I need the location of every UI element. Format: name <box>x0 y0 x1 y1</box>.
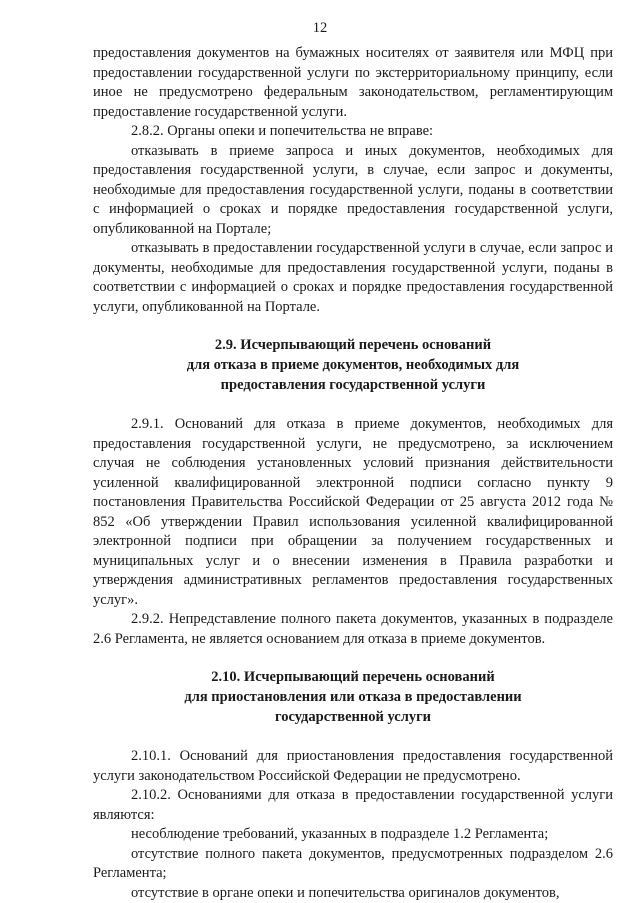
list-item-missing-originals: отсутствие в органе опеки и попечительства оригиналов документов, <box>93 884 613 903</box>
section-heading-2-9 <box>93 335 613 395</box>
paragraph-2-10-2: 2.10.2. Основаниями для отказа в предоставлении государственной услуги являются: <box>93 786 613 825</box>
page-content <box>93 44 613 903</box>
list-item-incomplete-package: отсутствие полного пакета документов, предусмотренных подразделом 2.6 Регламента; <box>93 845 613 884</box>
heading-line: предоставления государственной услуги <box>93 375 613 395</box>
paragraph-continuation: предоставления документов на бумажных носителях от заявителя или МФЦ при предоставлении государственной услуги по экстерриториальному принципу, если иное не предусмотрено федеральным законодательством, регламентирующим предоставление государственной услуги. <box>93 44 613 122</box>
paragraph-2-8-2: 2.8.2. Органы опеки и попечительства не вправе: <box>93 122 613 142</box>
heading-line: государственной услуги <box>93 707 613 727</box>
paragraph-refuse-provision: отказывать в предоставлении государственной услуги в случае, если запрос и документы, необходимые для предоставления государственной услуги, поданы в соответствии с информацией о сроках и порядке предоставления государственной услуги, опубликованной на Портале. <box>93 239 613 317</box>
page-number: 12 <box>0 18 640 38</box>
section-heading-2-10 <box>93 667 613 727</box>
heading-line: 2.10. Исчерпывающий перечень оснований <box>93 667 613 687</box>
paragraph-2-10-1: 2.10.1. Оснований для приостановления предоставления государственной услуги законодательством Российской Федерации не предусмотрено. <box>93 747 613 786</box>
list-item-requirements: несоблюдение требований, указанных в подразделе 1.2 Регламента; <box>93 825 613 845</box>
paragraph-2-9-1: 2.9.1. Оснований для отказа в приеме документов, необходимых для предоставления государственной услуги, не предусмотрено, за исключением случая не соблюдения установленных условий признания действительности усиленной квалифицированной электронной подписи согласно пункту 9 постановления Правительства Российской Федерации от 25 августа 2012 года № 852 «Об утверждении Правил использования усиленной квалифицированной электронной подписи при обращении за получением государственных и муниципальных услуг и о внесении изменения в Правила разработки и утверждения административных регламентов предоставления государственных услуг». <box>93 415 613 610</box>
paragraph-2-9-2: 2.9.2. Непредставление полного пакета документов, указанных в подразделе 2.6 Регламента, не является основанием для отказа в приеме документов. <box>93 610 613 649</box>
paragraph-refuse-acceptance: отказывать в приеме запроса и иных документов, необходимых для предоставления государственной услуги, в случае, если запрос и документы, необходимые для предоставления государственной услуги, поданы в соответствии с информацией о сроках и порядке предоставления государственной услуги, опубликованной на Портале; <box>93 142 613 240</box>
heading-line: для приостановления или отказа в предоставлении <box>93 687 613 707</box>
heading-line: 2.9. Исчерпывающий перечень оснований <box>93 335 613 355</box>
heading-line: для отказа в приеме документов, необходимых для <box>93 355 613 375</box>
